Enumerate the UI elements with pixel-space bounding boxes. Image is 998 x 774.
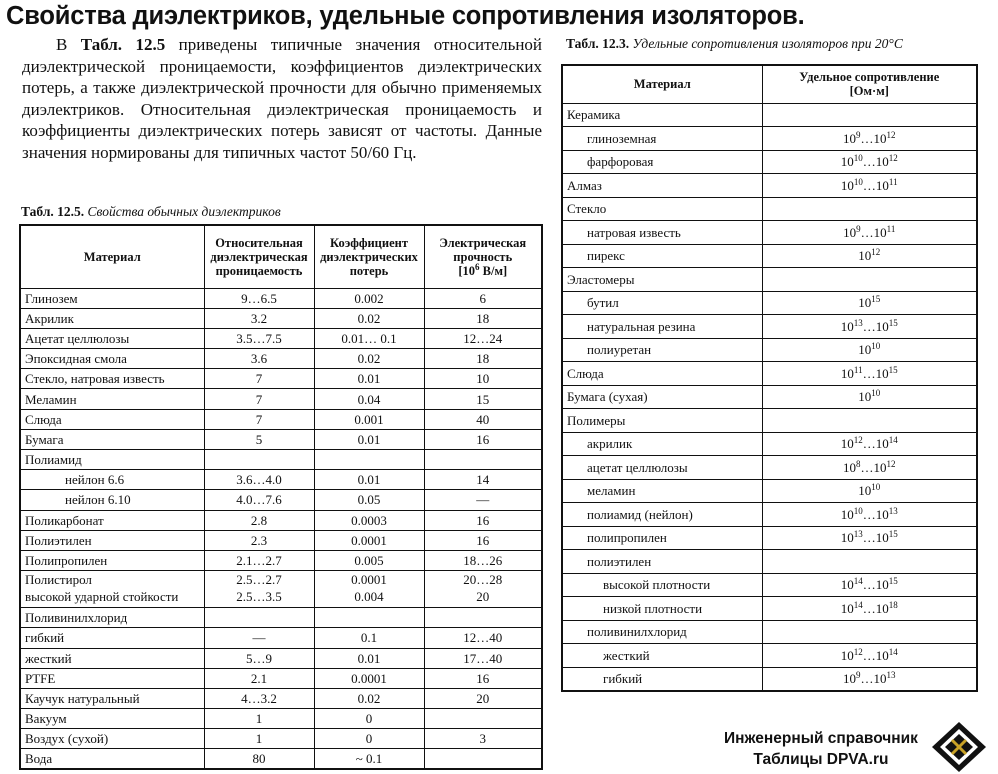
table-row [20,550,542,570]
cell-permittivity: 2.5…2.7 2.5…3.5 [204,571,314,608]
table-row [562,315,977,339]
page-title: Свойства диэлектриков, удельные сопротивления изоляторов. [6,2,805,30]
cell-strength: 12…24 [424,328,542,348]
table-row [20,409,542,429]
table-row [562,197,977,221]
cell-strength: 14 [424,470,542,490]
cell-resistivity: $10^{13}\dots 10^{15}$ [762,315,977,339]
cell-material: полипропилен [562,526,762,550]
cell-resistivity [762,268,977,292]
cell-strength: 17…40 [424,648,542,668]
cell-material: Глинозем [20,288,204,308]
table-row [562,479,977,503]
table-row [20,369,542,389]
cell-resistivity: $10^{10}\dots 10^{12}$ [762,150,977,174]
cell-material: Воздух (сухой) [20,729,204,749]
table-row [20,668,542,688]
cell-permittivity: 2.8 [204,510,314,530]
cell-loss: 0.01 [314,648,424,668]
header-material: Материал [20,225,204,288]
cell-permittivity: 7 [204,409,314,429]
cell-material: полиамид (нейлон) [562,503,762,527]
cell-resistivity: $10^{13}\dots 10^{15}$ [762,526,977,550]
cell-permittivity: 4…3.2 [204,688,314,708]
header-strength: Электрическая прочность [$10^6$ В/м] [424,225,542,288]
cell-resistivity: $10^{12}$ [762,244,977,268]
table-row [20,470,542,490]
cell-material: Слюда [562,362,762,386]
header-resistivity: Удельное сопротивление [Ом·м] [762,65,977,103]
cell-material: глиноземная [562,127,762,151]
table-12-5 [19,224,543,770]
table-row [562,385,977,409]
cell-material: Керамика [562,103,762,127]
table-row [562,127,977,151]
cell-resistivity: $10^{12}\dots 10^{14}$ [762,644,977,668]
cell-permittivity: 3.5…7.5 [204,328,314,348]
table-row [562,573,977,597]
cell-resistivity: $10^8\dots 10^{12}$ [762,456,977,480]
table-row [20,608,542,628]
cell-material: PTFE [20,668,204,688]
table-row [562,409,977,433]
cell-strength: 6 [424,288,542,308]
cell-resistivity [762,409,977,433]
cell-material: полиэтилен [562,550,762,574]
cell-loss: 0.01… 0.1 [314,328,424,348]
cell-material: Полипропилен [20,550,204,570]
cell-resistivity: $10^{11}\dots 10^{15}$ [762,362,977,386]
cell-permittivity: — [204,628,314,648]
cell-loss: 0.02 [314,308,424,328]
footer-credit [724,728,918,770]
cell-material: Полистирол высокой ударной стойкости [20,571,204,608]
table-row [20,709,542,729]
footer-line-2: Таблицы DPVA.ru [753,751,889,768]
cell-material: меламин [562,479,762,503]
cell-permittivity: 2.1 [204,668,314,688]
table-12-3-caption-title: Удельные сопротивления изоляторов при 20°С [632,36,903,51]
cell-loss: 0.0001 0.004 [314,571,424,608]
table-row [562,150,977,174]
cell-loss: 0.02 [314,349,424,369]
cell-strength: 18…26 [424,550,542,570]
table-12-5-body [20,288,542,769]
cell-material: поливинилхлорид [562,620,762,644]
cell-strength: 20 [424,688,542,708]
cell-strength: 16 [424,668,542,688]
cell-material: нейлон 6.10 [20,490,204,510]
table-row [562,291,977,315]
cell-strength [424,608,542,628]
cell-loss: 0.02 [314,688,424,708]
cell-permittivity [204,608,314,628]
cell-permittivity [204,450,314,470]
table-row [20,490,542,510]
cell-strength: 18 [424,349,542,369]
cell-material: Бумага [20,429,204,449]
cell-permittivity: 1 [204,729,314,749]
cell-loss: 0.01 [314,470,424,490]
cell-resistivity [762,103,977,127]
cell-loss: 0.05 [314,490,424,510]
cell-loss: 0.01 [314,429,424,449]
cell-resistivity: $10^{10}$ [762,479,977,503]
cell-loss: 0.0001 [314,668,424,688]
cell-strength: 40 [424,409,542,429]
cell-material: акрилик [562,432,762,456]
cell-material: бутил [562,291,762,315]
table-row [562,103,977,127]
footer-line-1: Инженерный справочник [724,730,918,747]
cell-material: Поликарбонат [20,510,204,530]
cell-resistivity: $10^{12}\dots 10^{14}$ [762,432,977,456]
table-12-3-body [562,103,977,691]
cell-resistivity: $10^{10}$ [762,385,977,409]
cell-strength: 16 [424,510,542,530]
cell-material: Стекло, натровая известь [20,369,204,389]
table-12-5-caption [21,204,281,220]
cell-loss [314,608,424,628]
cell-strength: 10 [424,369,542,389]
cell-strength: 16 [424,429,542,449]
table-row [20,429,542,449]
cell-strength: — [424,490,542,510]
cell-material: Бумага (сухая) [562,385,762,409]
cell-material: Полимеры [562,409,762,433]
table-row [562,174,977,198]
cell-permittivity: 1 [204,709,314,729]
cell-loss: ~ 0.1 [314,749,424,769]
cell-material: Алмаз [562,174,762,198]
table-row [562,432,977,456]
table-row [20,510,542,530]
cell-material: ацетат целлюлозы [562,456,762,480]
cell-material: Каучук натуральный [20,688,204,708]
cell-resistivity [762,620,977,644]
table-row [20,389,542,409]
table-row [562,620,977,644]
table-12-3-caption [566,36,903,52]
table-row [20,288,542,308]
cell-material: фарфоровая [562,150,762,174]
table-12-3 [561,64,978,692]
cell-permittivity: 5 [204,429,314,449]
cell-resistivity: $10^{14}\dots 10^{18}$ [762,597,977,621]
cell-permittivity: 5…9 [204,648,314,668]
cell-resistivity: $10^{10}$ [762,338,977,362]
cell-material: Ацетат целлюлозы [20,328,204,348]
cell-loss: 0.005 [314,550,424,570]
cell-strength: 3 [424,729,542,749]
header-material-12-3: Материал [562,65,762,103]
cell-permittivity: 3.6 [204,349,314,369]
cell-resistivity: $10^9\dots 10^{11}$ [762,221,977,245]
cell-material: Меламин [20,389,204,409]
cell-permittivity: 2.1…2.7 [204,550,314,570]
strength-unit: [$10^6$ В/м] [458,261,508,278]
table-row [20,688,542,708]
cell-loss [314,450,424,470]
table-row [20,450,542,470]
table-row [20,308,542,328]
table-row [562,526,977,550]
table-row [562,221,977,245]
intro-text: приведены типичные значения относительной диэлектрической проницаемости, коэффициентов диэлектрических потерь, а также диэлектрической прочности для обычно применяемых диэлектриков. Относительная диэлектрическая проницаемость и коэффициенты диэлектрических потерь зависят от частоты. Данные значения нормированы для типичных частот 50/60 Гц. [22,35,543,162]
table-12-5-caption-number: Табл. 12.5. [21,204,85,219]
table-row [562,338,977,362]
cell-resistivity [762,197,977,221]
cell-loss: 0.0003 [314,510,424,530]
cell-resistivity: $10^{15}$ [762,291,977,315]
table-row [20,530,542,550]
cell-material: низкой плотности [562,597,762,621]
cell-strength: 12…40 [424,628,542,648]
cell-resistivity: $10^9\dots 10^{12}$ [762,127,977,151]
header-permittivity: Относительная диэлектрическая проницаемость [204,225,314,288]
cell-permittivity: 3.2 [204,308,314,328]
cell-material: Слюда [20,409,204,429]
table-row [562,268,977,292]
cell-strength: 16 [424,530,542,550]
table-row [562,550,977,574]
cell-strength: 18 [424,308,542,328]
cell-material: пирекс [562,244,762,268]
table-row [20,628,542,648]
intro-prefix: В [56,35,81,54]
table-row [20,749,542,769]
cell-loss: 0.1 [314,628,424,648]
cell-material: нейлон 6.6 [20,470,204,490]
table-row [20,349,542,369]
cell-resistivity: $10^9\dots 10^{13}$ [762,667,977,691]
cell-strength: 15 [424,389,542,409]
cell-material: Акрилик [20,308,204,328]
cell-loss: 0 [314,709,424,729]
table-row [20,571,542,608]
cell-material: жесткий [562,644,762,668]
cell-loss: 0.01 [314,369,424,389]
table-12-5-caption-title: Свойства обычных диэлектриков [87,204,281,219]
cell-resistivity [762,550,977,574]
cell-permittivity: 9…6.5 [204,288,314,308]
cell-material: высокой плотности [562,573,762,597]
cell-material: гибкий [562,667,762,691]
cell-strength [424,749,542,769]
cell-strength [424,450,542,470]
table-row [562,456,977,480]
table-row [562,503,977,527]
table-row [562,244,977,268]
cell-material: Вода [20,749,204,769]
dpva-logo-icon [930,720,988,774]
cell-material: Полиамид [20,450,204,470]
table-row [20,328,542,348]
cell-permittivity: 3.6…4.0 [204,470,314,490]
table-row [20,648,542,668]
cell-material: Эпоксидная смола [20,349,204,369]
cell-permittivity: 80 [204,749,314,769]
intro-paragraph [22,34,542,164]
cell-permittivity: 2.3 [204,530,314,550]
cell-loss: 0.002 [314,288,424,308]
intro-table-ref: Табл. 12.5 [80,35,166,54]
cell-material: натровая известь [562,221,762,245]
table-row [20,729,542,749]
cell-material: Полиэтилен [20,530,204,550]
cell-material: Вакуум [20,709,204,729]
cell-strength: 20…28 20 [424,571,542,608]
header-loss: Коэффициент диэлектрических потерь [314,225,424,288]
cell-material: полиуретан [562,338,762,362]
cell-resistivity: $10^{14}\dots 10^{15}$ [762,573,977,597]
table-row [562,597,977,621]
cell-permittivity: 7 [204,369,314,389]
cell-material: жесткий [20,648,204,668]
cell-material: Поливинилхлорид [20,608,204,628]
table-row [562,644,977,668]
cell-material: гибкий [20,628,204,648]
cell-loss: 0 [314,729,424,749]
cell-material: Стекло [562,197,762,221]
cell-resistivity: $10^{10}\dots 10^{11}$ [762,174,977,198]
cell-loss: 0.001 [314,409,424,429]
cell-material: натуральная резина [562,315,762,339]
cell-permittivity: 7 [204,389,314,409]
cell-material: Эластомеры [562,268,762,292]
cell-loss: 0.0001 [314,530,424,550]
table-row [562,362,977,386]
table-12-3-caption-number: Табл. 12.3. [566,36,630,51]
cell-resistivity: $10^{10}\dots 10^{13}$ [762,503,977,527]
cell-permittivity: 4.0…7.6 [204,490,314,510]
cell-strength [424,709,542,729]
table-row [562,667,977,691]
cell-loss: 0.04 [314,389,424,409]
